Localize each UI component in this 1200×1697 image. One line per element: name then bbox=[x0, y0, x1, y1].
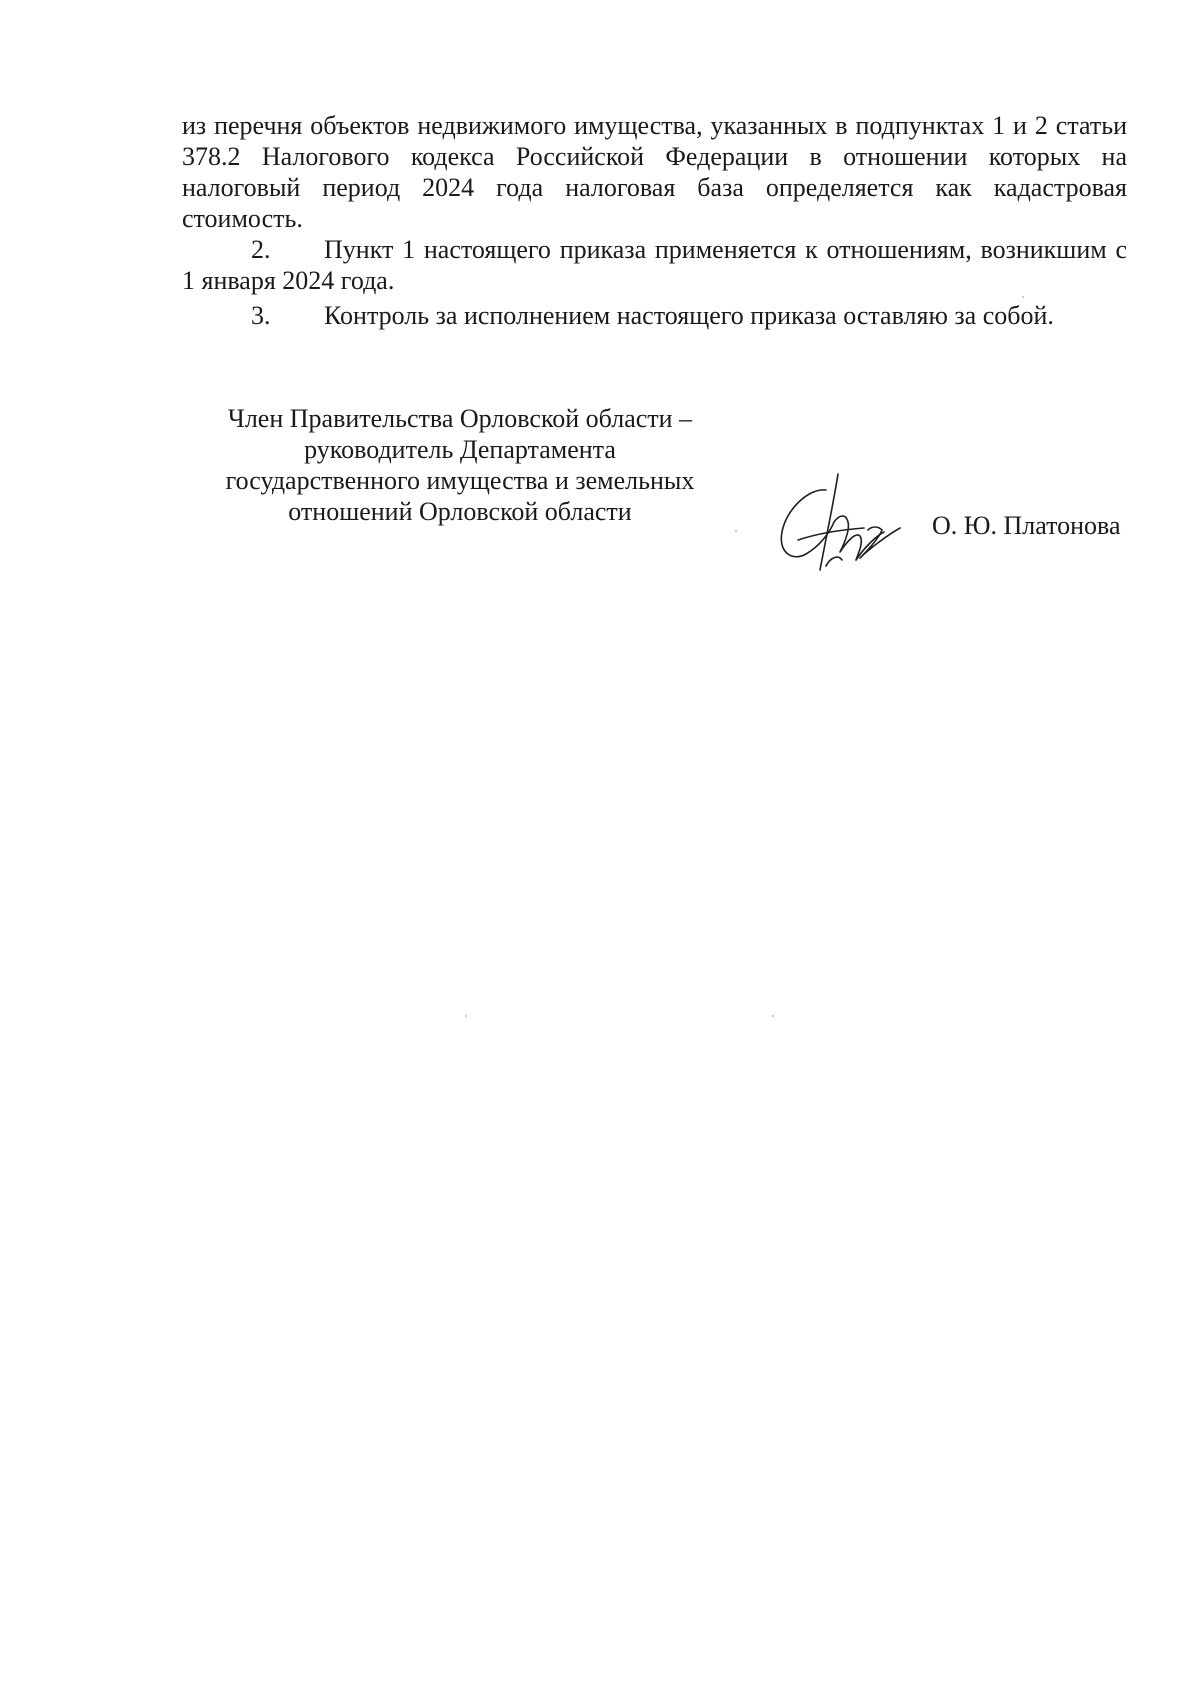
scan-speck bbox=[1022, 296, 1024, 298]
item-text: Пункт 1 настоящего приказа применяется к отношениям, возникшим с 1 января 2024 года. bbox=[182, 235, 1127, 295]
position-line: государственного имущества и земельных bbox=[225, 466, 695, 495]
list-item bbox=[182, 234, 1127, 296]
document-body bbox=[182, 110, 1127, 331]
position-line: Член Правительства Орловской области – bbox=[227, 404, 693, 433]
handwritten-signature-icon bbox=[768, 470, 918, 580]
position-line: отношений Орловской области bbox=[288, 497, 632, 526]
position-line: руководитель Департамента bbox=[304, 435, 616, 464]
signer-position bbox=[190, 403, 730, 527]
signer-name: О. Ю. Платонова bbox=[932, 511, 1121, 540]
scan-speck bbox=[735, 530, 737, 532]
scan-speck bbox=[772, 1015, 774, 1017]
continuation-paragraph: из перечня объектов недвижимого имущества, указанных в подпунктах 1 и 2 статьи 378.2 Налогового кодекса Российской Федерации в отношении которых на налоговый период 2024 года налоговая база определяется как кадастровая стоимость. bbox=[182, 111, 1127, 233]
scan-speck bbox=[465, 1015, 467, 1017]
list-item bbox=[182, 300, 1127, 331]
item-number: 3. bbox=[251, 301, 271, 330]
item-text: Контроль за исполнением настоящего приказа оставляю за собой. bbox=[324, 301, 1054, 330]
item-number: 2. bbox=[251, 235, 271, 264]
